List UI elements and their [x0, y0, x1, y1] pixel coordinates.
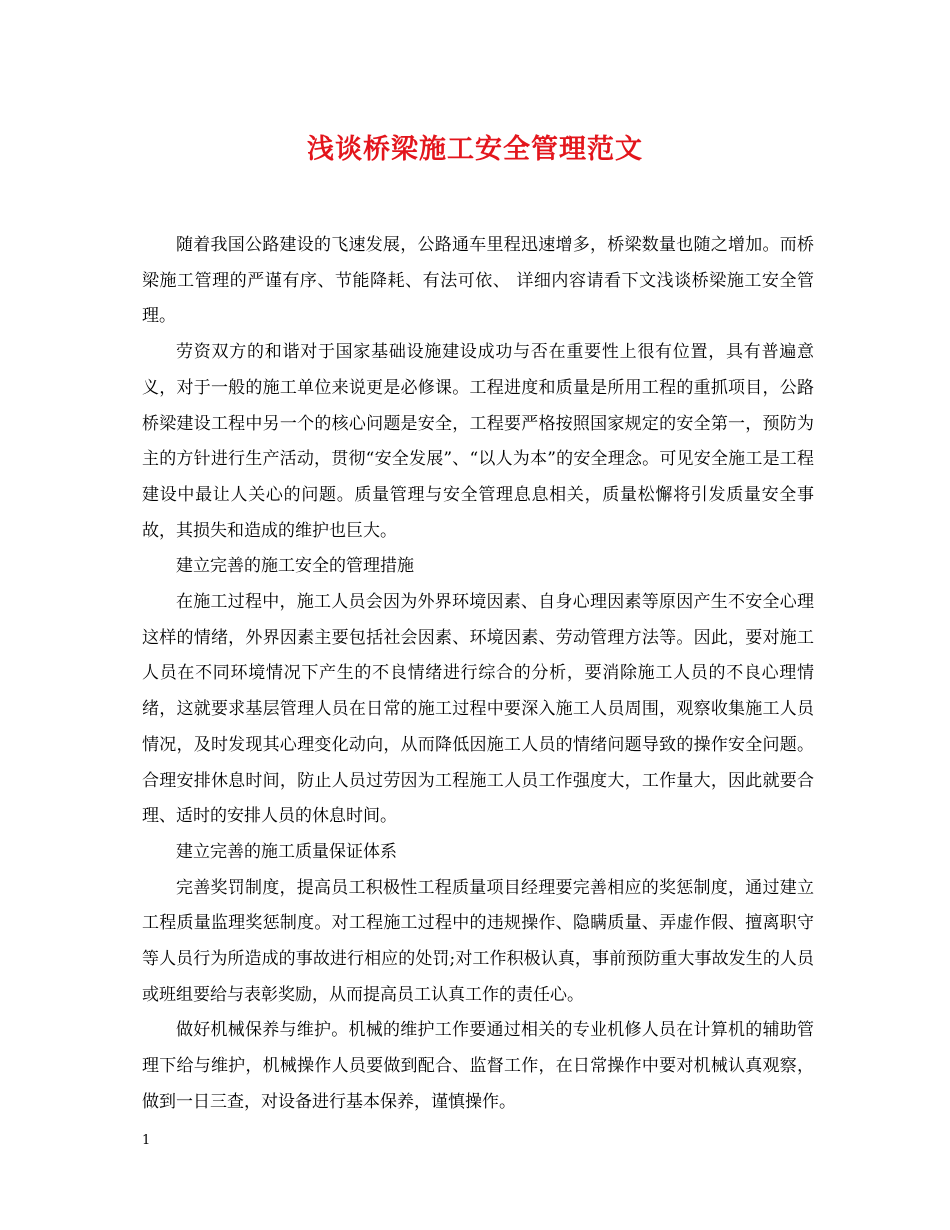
section-heading-safety-measures: 建立完善的施工安全的管理措施: [176, 556, 414, 577]
document-body: [142, 228, 814, 1121]
document-title: 浅谈桥梁施工安全管理范文: [307, 134, 643, 165]
page-number: 1: [142, 1133, 151, 1148]
paragraph-intro: 随着我国公路建设的飞速发展，公路通车里程迅速增多，桥梁数量也随之增加。而桥梁施工管理的严谨有序、节能降耗、有法可依、 详细内容请看下文浅谈桥梁施工安全管理。: [142, 235, 814, 327]
paragraph-labor-safety: 劳资双方的和谐对于国家基础设施建设成功与否在重要性上很有位置，具有普遍意义，对于一般的施工单位来说更是必修课。工程进度和质量是所用工程的重抓项目，公路桥梁建设工程中另一个的核心问题是安全，工程要严格按照国家规定的安全第一，预防为主的方针进行生产活动，贯彻“安全发展”、“以人为本”的安全理念。可见安全施工是工程建设中最让人关心的问题。质量管理与安全管理息息相关，质量松懈将引发质量安全事故，其损失和造成的维护也巨大。: [142, 342, 814, 541]
paragraph-reward-punishment: 完善奖罚制度，提高员工积极性工程质量项目经理要完善相应的奖惩制度，通过建立工程质量监理奖惩制度。对工程施工过程中的违规操作、隐瞒质量、弄虚作假、擅离职守等人员行为所造成的事故进行相应的处罚;对工作积极认真，事前预防重大事故发生的人员或班组要给与表彰奖励，从而提高员工认真工作的责任心。: [142, 877, 814, 1005]
section-heading-quality-system: 建立完善的施工质量保证体系: [176, 841, 397, 862]
paragraph-machine-maintenance: 做好机械保养与维护。机械的维护工作要通过相关的专业机修人员在计算机的辅助管理下给与维护，机械操作人员要做到配合、监督工作，在日常操作中要对机械认真观察，做到一日三查，对设备进行基本保养，谨慎操作。: [142, 1020, 814, 1112]
paragraph-worker-psychology: 在施工过程中，施工人员会因为外界环境因素、自身心理因素等原因产生不安全心理这样的情绪，外界因素主要包括社会因素、环境因素、劳动管理方法等。因此，要对施工人员在不同环境情况下产生的不良情绪进行综合的分析，要消除施工人员的不良心理情绪，这就要求基层管理人员在日常的施工过程中要深入施工人员周围，观察收集施工人员情况，及时发现其心理变化动向，从而降低因施工人员的情绪问题导致的操作安全问题。合理安排休息时间，防止人员过劳因为工程施工人员工作强度大，工作量大，因此就要合理、适时的安排人员的休息时间。: [142, 592, 814, 827]
